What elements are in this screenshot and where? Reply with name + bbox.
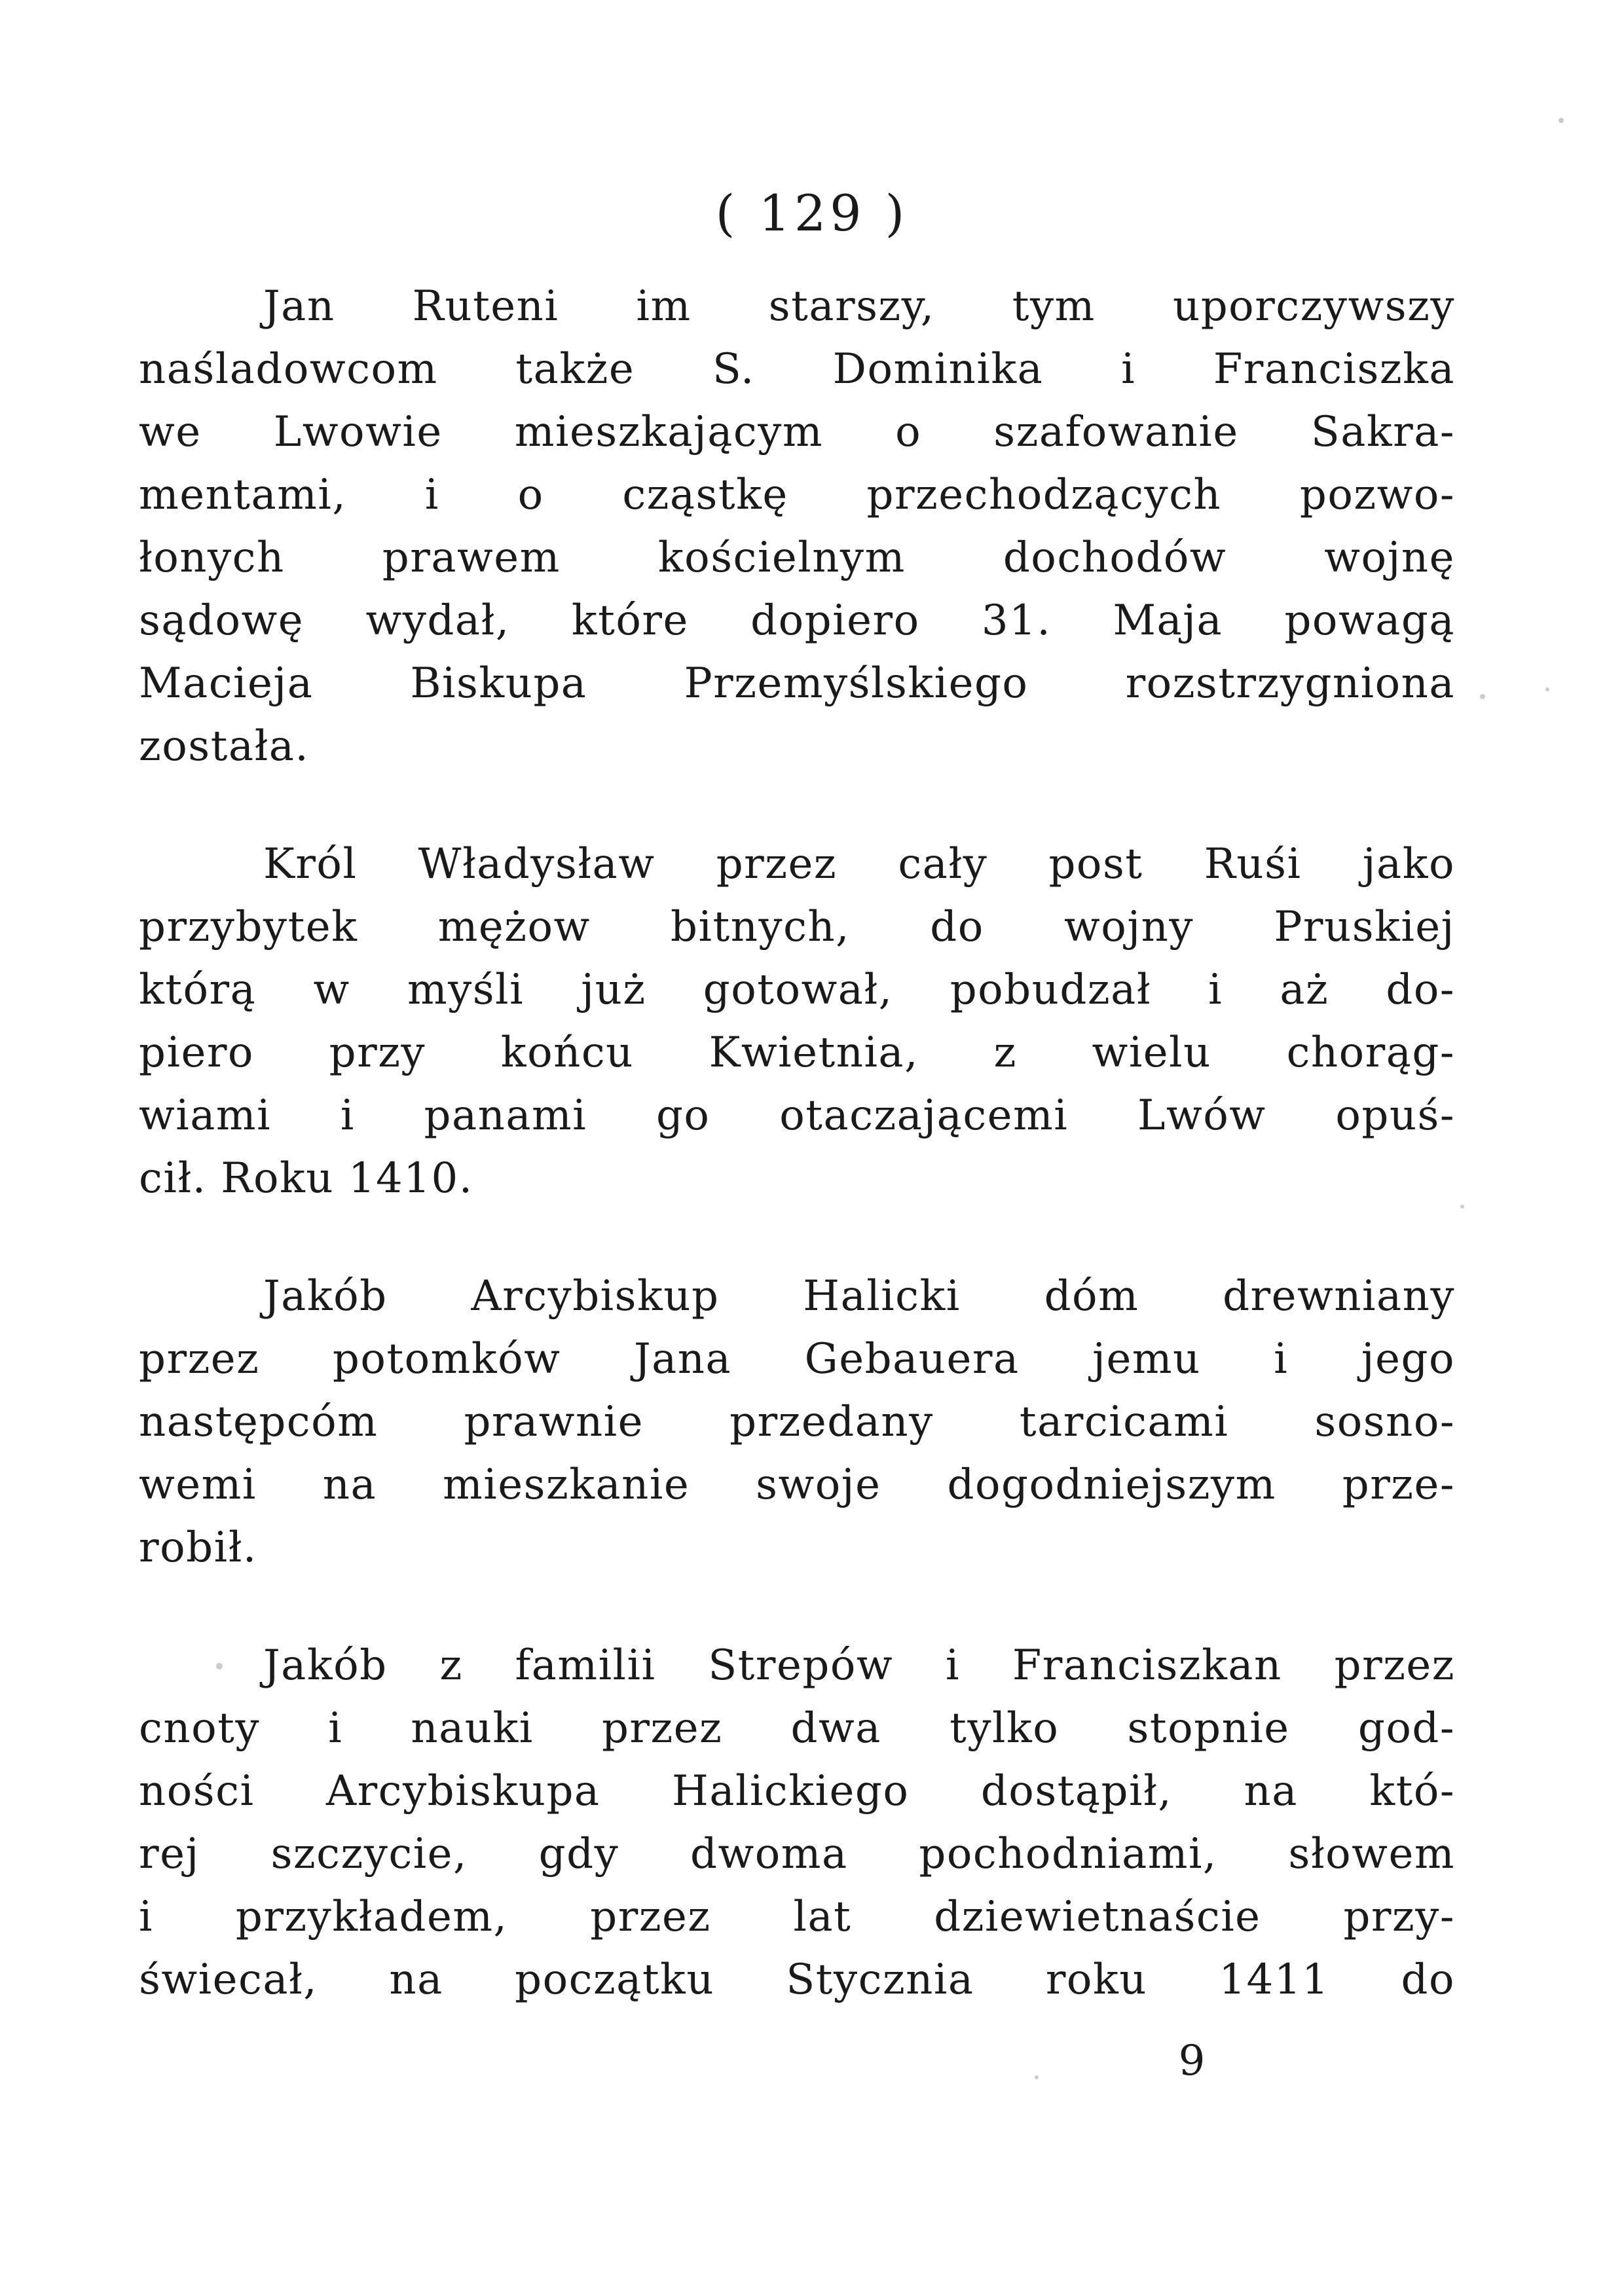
signature-mark: 9 (1178, 2037, 1206, 2085)
text-line: świecał, na początku Stycznia roku 1411 do (139, 1956, 1455, 2004)
text-line: przybytek mężow bitnych, do wojny Pruskiej (139, 903, 1455, 951)
text-line: Macieja Biskupa Przemyślskiego rozstrzygniona (139, 659, 1455, 708)
print-speck (1545, 687, 1549, 691)
print-speck (1559, 118, 1564, 123)
print-speck (1460, 1205, 1464, 1209)
text-line: Król Władysław przez cały post Ruśi jako (263, 840, 1455, 888)
text-line: wemi na mieszkanie swoje dogodniejszym prze- (139, 1461, 1455, 1509)
paragraph-2 (139, 833, 1455, 1210)
print-speck (216, 1663, 223, 1669)
page-number-header: ( 129 ) (715, 184, 909, 242)
text-line: Jakób Arcybiskup Halicki dóm drewniany (263, 1272, 1455, 1321)
print-speck (1480, 694, 1485, 699)
text-line: robił. (139, 1523, 257, 1572)
text-line: Jan Ruteni im starszy, tym uporczywszy (263, 282, 1455, 331)
text-line: rej szczycie, gdy dwoma pochodniami, słowem (139, 1830, 1455, 1878)
text-line: ności Arcybiskupa Halickiego dostąpił, na któ- (139, 1767, 1455, 1815)
text-line: we Lwowie mieszkającym o szafowanie Sakra- (139, 408, 1455, 456)
text-line: cnoty i nauki przez dwa tylko stopnie god- (139, 1704, 1455, 1753)
paragraph-3 (139, 1265, 1455, 1579)
text-line: cił. Roku 1410. (139, 1154, 473, 1203)
text-line: piero przy końcu Kwietnia, z wielu chorąg- (139, 1029, 1455, 1077)
text-line: sądowę wydał, które dopiero 31. Maja powagą (139, 596, 1455, 645)
text-line: i przykładem, przez lat dziewietnaście przy- (139, 1893, 1455, 1941)
print-speck (1035, 2075, 1039, 2079)
paragraph-4 (139, 1634, 1455, 2011)
text-line: którą w myśli już gotował, pobudzał i aż do- (139, 966, 1455, 1014)
text-line: Jakób z familii Strepów i Franciszkan przez (263, 1641, 1455, 1690)
paragraph-1 (139, 275, 1455, 778)
text-line: wiami i panami go otaczającemi Lwów opuś- (139, 1091, 1455, 1140)
text-line: przez potomków Jana Gebauera jemu i jego (139, 1335, 1455, 1383)
text-line: została. (139, 722, 310, 771)
text-line: naśladowcom także S. Dominika i Franciszka (139, 345, 1455, 393)
text-line: mentami, i o cząstkę przechodzących pozwo- (139, 471, 1455, 519)
text-line: łonych prawem kościelnym dochodów wojnę (139, 534, 1455, 582)
text-line: następcóm prawnie przedany tarcicami sosno- (139, 1398, 1455, 1446)
